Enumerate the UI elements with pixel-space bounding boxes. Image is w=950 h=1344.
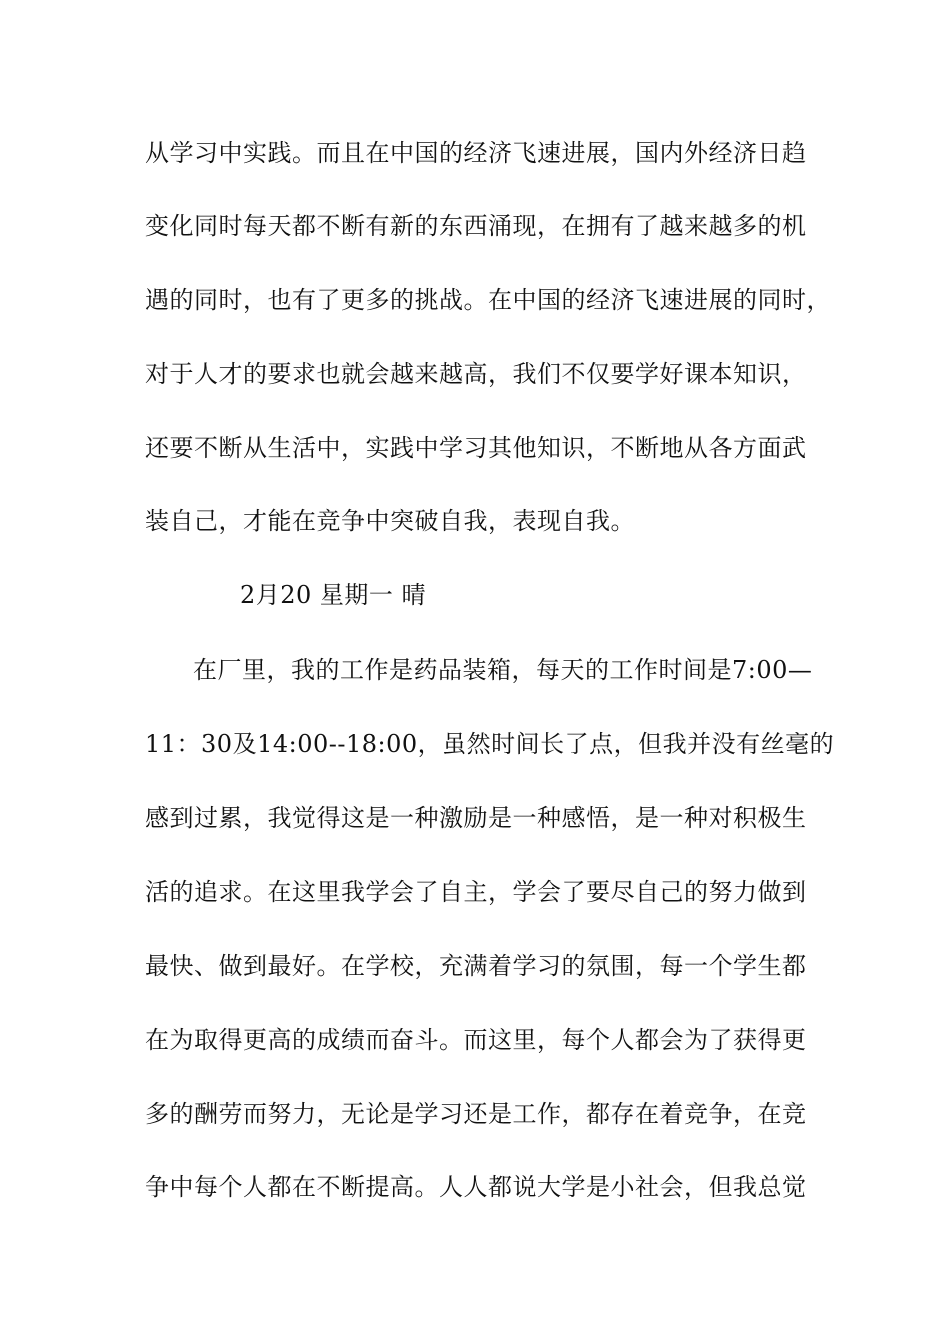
text-line-14: 多的酬劳而努力，无论是学习还是工作，都存在着竞争，在竞 [145,1100,807,1128]
text-line-11: 活的追求。在这里我学会了自主，学会了要尽自己的努力做到 [145,878,807,906]
text-line-3: 遇的同时，也有了更多的挑战。在中国的经济飞速进展的同时， [145,286,831,314]
text-line-15: 争中每个人都在不断提高。人人都说大学是小社会，但我总觉 [145,1173,807,1201]
text-line-5: 还要不断从生活中，实践中学习其他知识，不断地从各方面武 [145,434,807,462]
text-line-8: 在厂里，我的工作是药品装箱，每天的工作时间是7:00— [193,656,813,684]
text-line-9: 11：30及14:00--18:00，虽然时间长了点，但我并没有丝毫的 [145,730,835,758]
text-line-13: 在为取得更高的成绩而奋斗。而这里，每个人都会为了获得更 [145,1026,807,1054]
text-line-6: 装自己，才能在竞争中突破自我，表现自我。 [145,507,635,535]
text-line-2: 变化同时每天都不断有新的东西涌现，在拥有了越来越多的机 [145,212,807,240]
text-line-10: 感到过累，我觉得这是一种激励是一种感悟，是一种对积极生 [145,804,807,832]
text-line-12: 最快、做到最好。在学校，充满着学习的氛围，每一个学生都 [145,952,807,980]
diary-date-heading: 2月20 星期一 晴 [240,581,427,609]
text-line-4: 对于人才的要求也就会越来越高，我们不仅要学好课本知识， [145,360,807,388]
text-line-1: 从学习中实践。而且在中国的经济飞速进展，国内外经济日趋 [145,139,807,167]
